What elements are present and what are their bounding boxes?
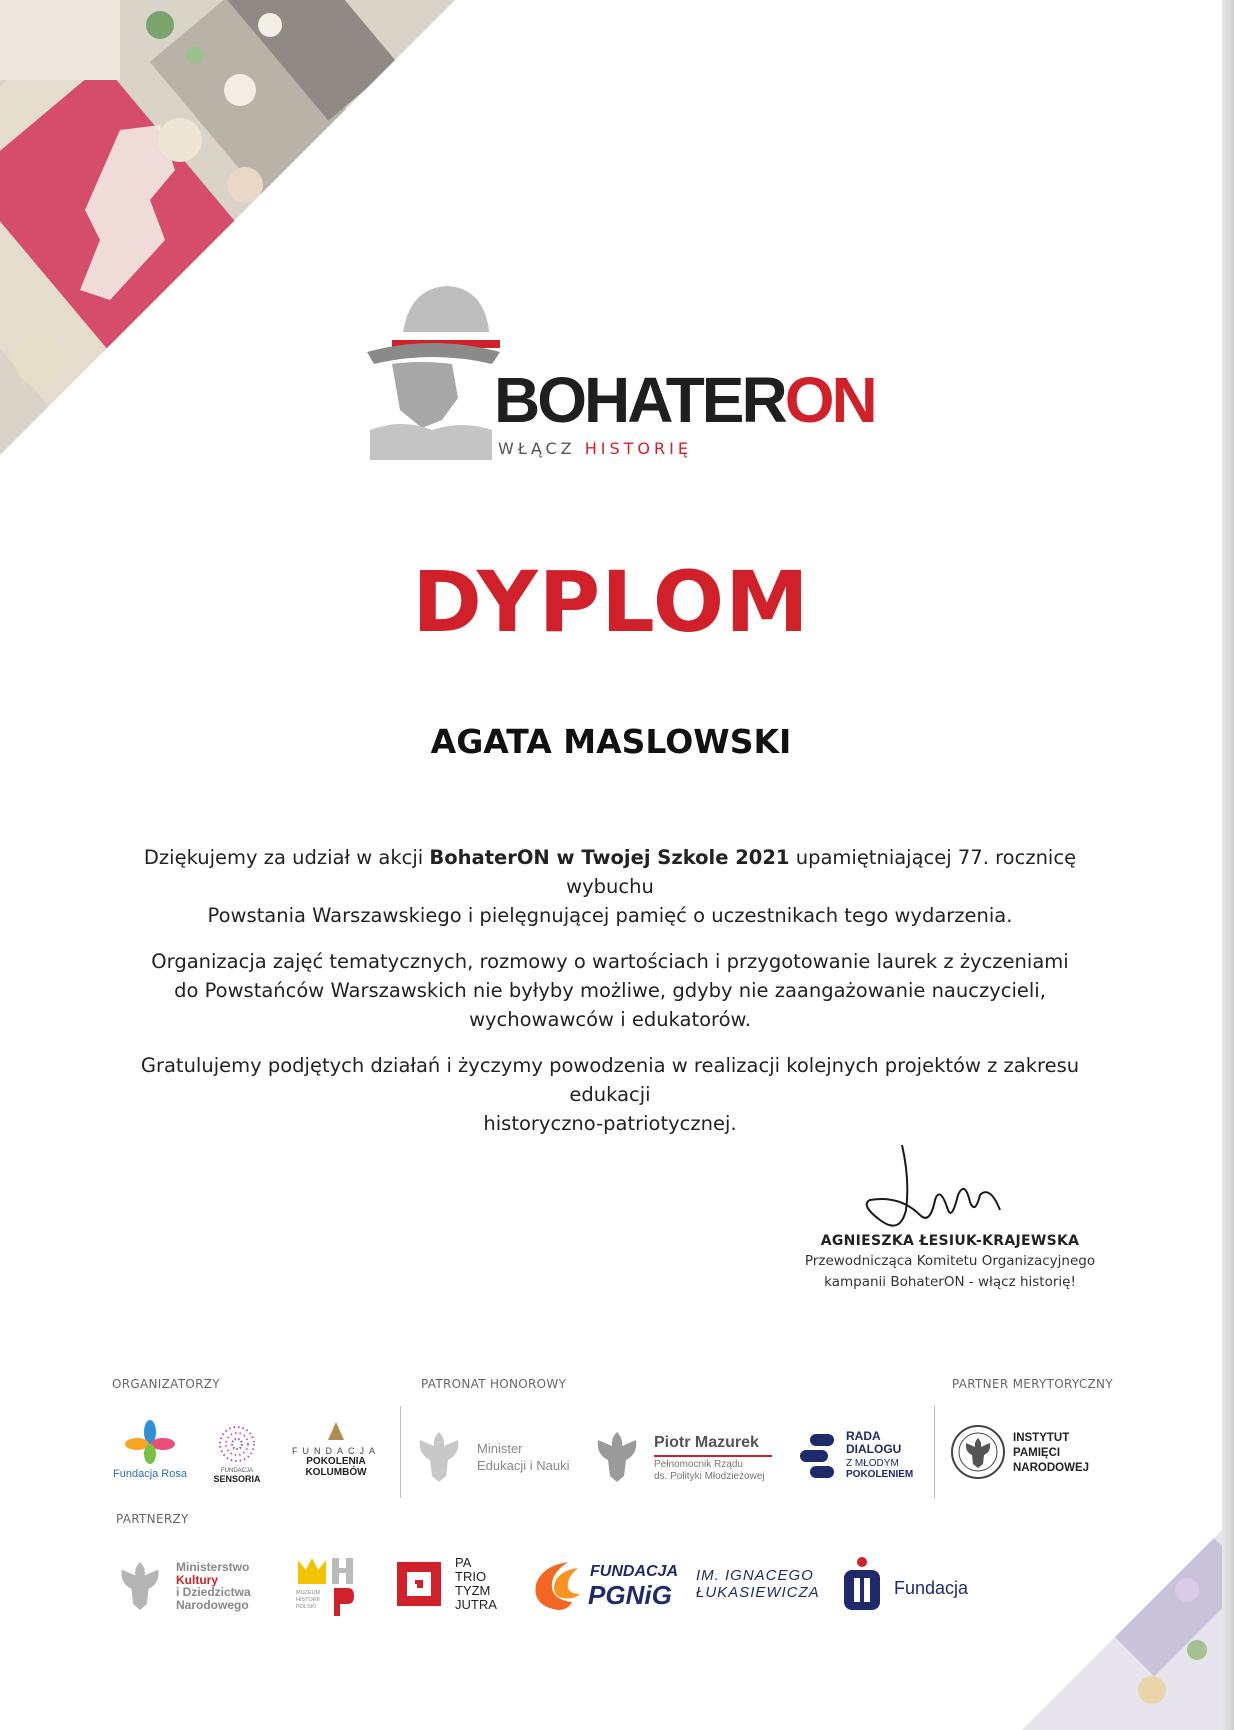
bohateron-logo-icon xyxy=(362,280,502,460)
ptj-text-d: JUTRA xyxy=(455,1597,497,1612)
kolumbow-text-b: POKOLENIA KOLUMBÓW xyxy=(305,1456,367,1478)
brand-tagline-b: HISTORIĘ xyxy=(584,439,692,458)
rada-text-d: POKOLENIEM xyxy=(846,1469,914,1480)
rada-text-a: RADA xyxy=(846,1429,881,1443)
logo-ipn xyxy=(950,1424,1110,1484)
p3-line2: historyczno-patriotycznej. xyxy=(483,1112,737,1135)
men-text-a: Minister xyxy=(477,1441,523,1456)
mazurek-name: Piotr Mazurek xyxy=(654,1434,759,1451)
logo-pko-fundacja xyxy=(842,1556,982,1616)
sensoria-text-a: FUNDACJA xyxy=(220,1468,253,1474)
rada-dialogu-icon xyxy=(796,1432,842,1482)
eagle-emblem-icon xyxy=(116,1558,164,1612)
signer-role-line2: kampanii BohaterON - włącz historię! xyxy=(824,1274,1076,1290)
pko-text: Fundacja xyxy=(894,1578,969,1598)
divider-1 xyxy=(400,1406,401,1498)
rada-text-b: DIALOGU xyxy=(846,1442,902,1456)
ipn-text-c: NARODOWEJ xyxy=(1013,1462,1090,1474)
sensoria-text-b: SENSORIA xyxy=(213,1474,261,1484)
men-text-b: Edukacji i Nauki xyxy=(477,1458,570,1473)
mazurek-text-a: Pełnomocnik Rządu xyxy=(654,1459,743,1470)
label-content-partner: PARTNER MERYTORYCZNY xyxy=(952,1377,1113,1391)
ipn-text-a: INSTYTUT xyxy=(1013,1432,1070,1444)
mhp-text-b: HISTORII xyxy=(296,1597,320,1603)
ipn-text-b: PAMIĘCI xyxy=(1013,1447,1061,1459)
brand-name-accent: ON xyxy=(784,364,875,436)
label-patronage: PATRONAT HONOROWY xyxy=(421,1377,567,1391)
p1-after: upamiętniającej 77. rocznicę wybuchu xyxy=(566,846,1077,898)
rada-text-c: Z MŁODYM xyxy=(846,1458,899,1469)
label-partners: PARTNERZY xyxy=(116,1512,189,1526)
signer-block xyxy=(800,1233,1100,1291)
pgnig-text-a: FUNDACJA xyxy=(590,1563,678,1580)
logo-fundacja-pgnig xyxy=(528,1558,818,1614)
mkidn-text-a: Ministerstwo xyxy=(176,1560,250,1574)
kolumbow-icon xyxy=(324,1420,348,1442)
logo-minister-edukacji xyxy=(414,1428,574,1484)
logo-sensoria xyxy=(205,1424,269,1490)
paragraph-1 xyxy=(110,843,1110,930)
document-title: DYPLOM xyxy=(412,553,810,651)
mhp-p-icon xyxy=(332,1588,356,1616)
p2-line2: do Powstańców Warszawskich nie byłyby możliwe, gdyby nie zaangażowanie nauczycieli, xyxy=(174,979,1046,1002)
mhp-crown-icon xyxy=(296,1554,358,1588)
ptj-text-a: PA xyxy=(455,1555,472,1570)
rosa-icon xyxy=(125,1420,175,1464)
rosa-text: Fundacja Rosa xyxy=(113,1468,187,1480)
logo-rada-dialogu xyxy=(796,1430,926,1486)
brand-title xyxy=(494,364,875,436)
pgnig-text-b: PGNiG xyxy=(588,1580,672,1610)
page-edge xyxy=(1222,0,1234,1730)
recipient-name: AGATA MASLOWSKI xyxy=(430,722,792,761)
signer-name: AGNIESZKA ŁESIUK-KRAJEWSKA xyxy=(820,1233,1080,1249)
eagle-emblem-icon xyxy=(414,1428,464,1484)
p1-bold: BohaterON w Twojej Szkole 2021 xyxy=(429,846,790,869)
pgnig-text-d: ŁUKASIEWICZA xyxy=(696,1584,820,1601)
mhp-text-c: POLSKI xyxy=(296,1604,316,1610)
p2-line3: wychowawców i edukatorów. xyxy=(469,1008,751,1031)
logo-mkidn xyxy=(116,1558,266,1614)
mkidn-text-d: Narodowego xyxy=(176,1597,249,1612)
divider-2 xyxy=(934,1406,935,1498)
label-organizers: ORGANIZATORZY xyxy=(112,1377,220,1391)
patriotyzm-icon xyxy=(393,1558,445,1610)
mkidn-text-b: Kultury xyxy=(176,1572,218,1587)
ipn-seal-icon xyxy=(950,1424,1006,1480)
pgnig-text-c: IM. IGNACEGO xyxy=(696,1567,814,1584)
paragraph-3 xyxy=(110,1051,1110,1138)
brand-name-main: BOHATER xyxy=(494,364,785,436)
mazurek-rule xyxy=(654,1455,772,1457)
ptj-text-c: TYZM xyxy=(455,1583,491,1598)
logo-muzeum-historii-polski xyxy=(296,1554,360,1618)
mkidn-text-c: i Dziedzictwa xyxy=(176,1585,251,1599)
paragraph-2 xyxy=(110,947,1110,1034)
pgnig-flame-icon xyxy=(528,1560,584,1612)
kolumbow-text-a: FUNDACJA xyxy=(291,1446,380,1456)
logo-pokolenia-kolumbow xyxy=(282,1420,390,1490)
document-body xyxy=(110,843,1110,1155)
brand-tagline xyxy=(498,439,692,458)
p1-before: Dziękujemy za udział w akcji xyxy=(143,846,430,869)
logo-fundacja-rosa xyxy=(110,1420,190,1490)
logo-piotr-mazurek xyxy=(592,1428,772,1484)
logo-patriotyzm-jutra xyxy=(393,1556,513,1616)
brand-tagline-a: WŁĄCZ xyxy=(498,439,576,458)
p2-line1: Organizacja zajęć tematycznych, rozmowy o wartościach i przygotowanie laurek z życzeniami xyxy=(151,950,1069,973)
signer-role-line1: Przewodnicząca Komitetu Organizacyjnego xyxy=(804,1253,1096,1269)
pko-icon xyxy=(842,1556,882,1612)
sensoria-icon xyxy=(217,1424,257,1464)
mhp-text-a: MUZEUM xyxy=(296,1590,321,1596)
ptj-text-b: TRIO xyxy=(455,1569,487,1584)
p3-line1: Gratulujemy podjętych działań i życzymy powodzenia w realizacji kolejnych projektów z zakresu edukacji xyxy=(140,1054,1080,1106)
decorative-collage-bottom-right xyxy=(1022,1530,1222,1730)
eagle-emblem-icon xyxy=(592,1428,642,1484)
p1-line2: Powstania Warszawskiego i pielęgnującej pamięć o uczestnikach tego wydarzenia. xyxy=(207,904,1013,927)
mazurek-text-b: ds. Polityki Młodzieżowej xyxy=(654,1471,765,1482)
handwritten-signature xyxy=(840,1140,1040,1240)
